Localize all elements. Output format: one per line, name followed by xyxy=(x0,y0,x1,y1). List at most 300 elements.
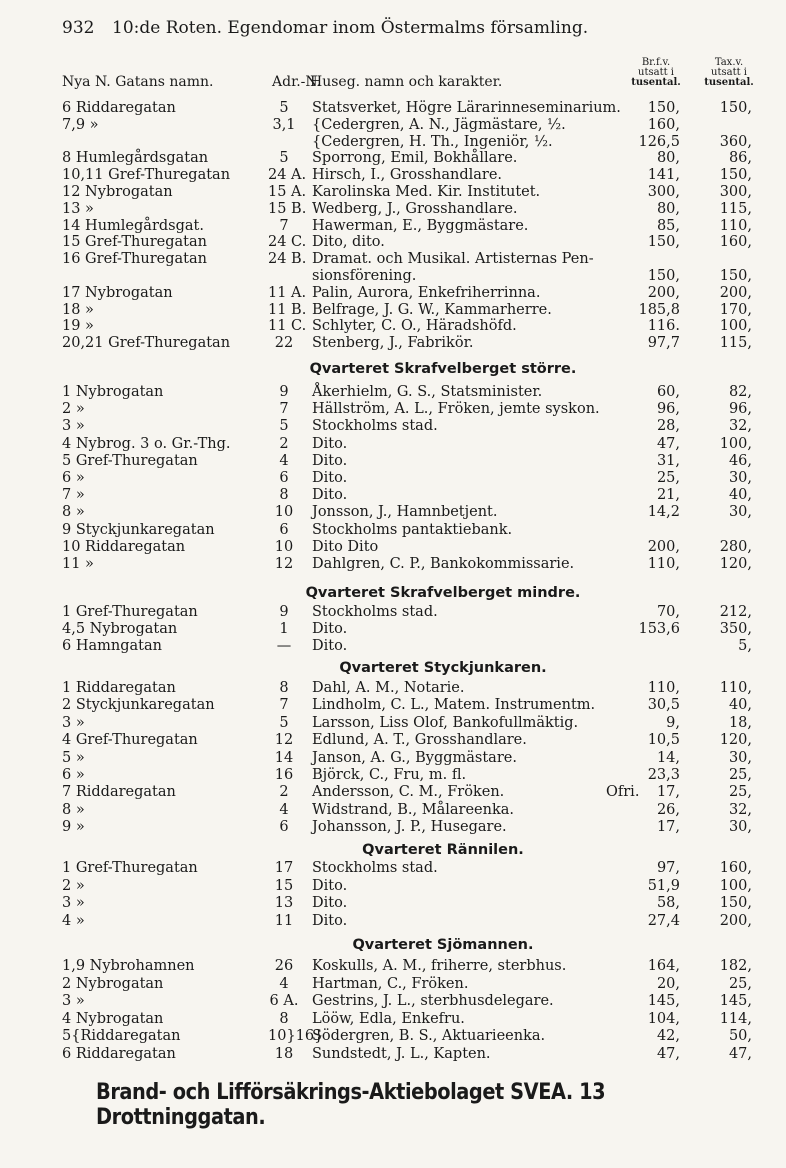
column-header-owner: Huseg. namn och karakter. xyxy=(310,74,503,90)
table-row xyxy=(0,766,786,784)
street-cell: 16 Gref-Thuregatan xyxy=(62,251,207,268)
table-row xyxy=(0,383,786,401)
owner-cell: Dito, dito. xyxy=(312,234,385,251)
owner-cell: Dito. xyxy=(312,638,348,655)
owner-cell: Stockholms stad. xyxy=(312,860,438,876)
owner-cell: Hällström, A. L., Fröken, jemte syskon. xyxy=(312,401,600,418)
number-cell: 8 xyxy=(279,680,289,696)
tax-value-cell: 100, xyxy=(719,435,752,452)
tax-value-cell: 30, xyxy=(728,470,752,486)
tax-value-cell: 150, xyxy=(719,895,752,912)
tax-value-cell: 200, xyxy=(719,912,752,929)
number-cell: 10}16} xyxy=(268,1028,324,1045)
table-row xyxy=(0,749,786,767)
table-row xyxy=(0,503,786,521)
tax-value-cell: 18, xyxy=(728,714,752,731)
number-cell: 11 B. xyxy=(268,301,307,318)
street-cell: 19 » xyxy=(62,318,94,335)
brf-value-cell: 14, xyxy=(656,749,680,766)
number-cell: 6 xyxy=(279,470,289,486)
table-row xyxy=(0,400,786,418)
number-cell: 11 xyxy=(274,912,294,929)
column-header-taxv xyxy=(700,58,758,88)
owner-cell: Andersson, C. M., Fröken. xyxy=(312,784,505,801)
street-cell: 7 Riddaregatan xyxy=(62,784,176,801)
table-row xyxy=(0,250,786,268)
brf-value-cell: 104, xyxy=(647,1010,680,1027)
street-cell: 7,9 » xyxy=(62,116,99,133)
tax-value-cell: 5, xyxy=(738,638,752,655)
tax-value-cell: 47, xyxy=(728,1046,752,1062)
street-cell: 9 » xyxy=(62,819,85,836)
number-cell: 12 xyxy=(274,556,294,572)
owner-cell: Dito. xyxy=(312,470,348,486)
street-cell: 8 Humlegårdsgatan xyxy=(62,150,209,167)
brf-value-cell: 10,5 xyxy=(647,732,680,749)
brf-value-cell: 42, xyxy=(656,1028,680,1045)
number-cell: 4 xyxy=(279,801,289,818)
owner-cell: Sporrong, Emil, Bokhållare. xyxy=(312,150,518,167)
section-heading xyxy=(0,937,786,953)
street-cell: 10 Riddaregatan xyxy=(62,538,186,555)
owner-cell: Dito. xyxy=(312,912,348,929)
brf-value-cell: 80, xyxy=(656,200,680,217)
number-cell: 14 xyxy=(274,749,294,766)
brf-value-cell: 300, xyxy=(647,184,680,200)
street-cell: 4,5 Nybrogatan xyxy=(62,621,178,638)
owner-cell: Janson, A. G., Byggmästare. xyxy=(312,749,517,766)
street-cell: 12 Nybrogatan xyxy=(62,184,173,200)
street-cell: 7 » xyxy=(62,487,85,504)
street-cell: 17 Nybrogatan xyxy=(62,284,173,301)
table-row xyxy=(0,149,786,167)
tax-value-cell: 100, xyxy=(719,318,752,335)
street-cell: 6 » xyxy=(62,470,85,486)
table-row xyxy=(0,99,786,117)
owner-cell: Widstrand, B., Målareenka. xyxy=(312,801,514,818)
tax-value-cell: 145, xyxy=(719,993,752,1010)
table-row xyxy=(0,1027,786,1045)
footer-advertisement: Brand- och Lifförsäkrings-Aktiebolaget SVEA. 13 Drottninggatan. xyxy=(96,1080,606,1130)
brf-value-cell: 17, xyxy=(656,819,680,836)
street-cell: 4 Nybrog. 3 o. Gr.-Thg. xyxy=(62,435,231,452)
number-cell: 8 xyxy=(279,487,289,504)
street-cell: 1 Nybrogatan xyxy=(62,384,164,400)
street-cell: 3 » xyxy=(62,993,85,1010)
brf-value-cell: 164, xyxy=(647,958,680,974)
owner-cell: Dramat. och Musikal. Artisternas Pen- xyxy=(312,251,594,268)
owner-cell: Hirsch, I., Grosshandlare. xyxy=(312,167,503,184)
table-row xyxy=(0,233,786,251)
table-row xyxy=(0,267,786,285)
brf-value-cell: 141, xyxy=(647,167,680,184)
tax-value-cell: 160, xyxy=(719,234,752,251)
taxv-sub: utsatt i xyxy=(711,67,747,78)
street-cell: 6 Riddaregatan xyxy=(62,100,176,116)
brf-value-cell: 200, xyxy=(647,284,680,301)
number-cell: 15 A. xyxy=(268,184,307,200)
tax-value-cell: 25, xyxy=(728,975,752,992)
taxv-label: Tax.v. xyxy=(714,57,744,68)
owner-cell: Jonsson, J., Hamnbetjent. xyxy=(312,504,498,521)
street-cell: 14 Humlegårdsgat. xyxy=(62,217,204,234)
tax-value-cell: 100, xyxy=(719,877,752,894)
owner-cell: {Cedergren, H. Th., Ingeniör, ½. xyxy=(312,133,553,150)
column-header-street: Nya N. Gatans namn. xyxy=(62,74,214,90)
tax-value-cell: 120, xyxy=(719,556,752,572)
brf-value-cell: 47, xyxy=(656,435,680,452)
owner-cell: Dito. xyxy=(312,895,348,912)
owner-cell: Stockholms stad. xyxy=(312,418,438,435)
table-row xyxy=(0,637,786,655)
number-cell: 3,1 xyxy=(272,116,296,133)
table-row xyxy=(0,555,786,573)
table-row xyxy=(0,696,786,714)
table-row xyxy=(0,859,786,877)
number-cell: 24 C. xyxy=(268,234,307,251)
number-cell: 5 xyxy=(279,100,289,116)
number-cell: 2 xyxy=(279,435,289,452)
brf-value-cell: 150, xyxy=(647,234,680,251)
number-cell: 10 xyxy=(274,538,294,555)
number-cell: 5 xyxy=(279,714,289,731)
tax-value-cell: 120, xyxy=(719,732,752,749)
number-cell: 9 xyxy=(279,384,289,400)
owner-cell: Stockholms stad. xyxy=(312,604,438,620)
brf-value-cell: 28, xyxy=(656,418,680,435)
number-cell: 18 xyxy=(274,1046,294,1062)
number-cell: 1 xyxy=(279,621,289,638)
number-cell: 13 xyxy=(274,895,294,912)
page-title: 10:de Roten. Egendomar inom Östermalms församling. xyxy=(112,18,589,38)
owner-cell: Åkerhielm, G. S., Statsminister. xyxy=(312,384,543,400)
number-cell: 7 xyxy=(279,217,289,234)
street-cell: 6 » xyxy=(62,767,85,783)
number-cell: 7 xyxy=(279,697,289,714)
brf-value-cell: 30,5 xyxy=(647,697,680,714)
owner-cell: Dito. xyxy=(312,877,348,894)
table-row xyxy=(0,783,786,801)
street-cell: 2 Nybrogatan xyxy=(62,975,164,992)
brf-value-cell: 185,8 xyxy=(638,301,680,318)
brf-value-cell: 97, xyxy=(656,860,680,876)
tax-value-cell: 200, xyxy=(719,284,752,301)
street-cell: 6 Hamngatan xyxy=(62,638,162,655)
table-row xyxy=(0,679,786,697)
owner-cell: Lindholm, C. L., Matem. Instrumentm. xyxy=(312,697,596,714)
column-header-number: Adr.-N. xyxy=(272,74,322,90)
owner-cell: Koskulls, A. M., friherre, sterbhus. xyxy=(312,958,567,974)
street-cell: 3 » xyxy=(62,714,85,731)
table-row xyxy=(0,877,786,895)
table-row xyxy=(0,894,786,912)
owner-cell: Dahl, A. M., Notarie. xyxy=(312,680,465,696)
owner-cell: Wedberg, J., Grosshandlare. xyxy=(312,200,518,217)
brf-value-cell: 31, xyxy=(656,452,680,469)
tax-value-cell: 182, xyxy=(719,958,752,974)
owner-cell: Stenberg, J., Fabrikör. xyxy=(312,335,474,352)
table-row xyxy=(0,731,786,749)
owner-cell: Sundstedt, J. L., Kapten. xyxy=(312,1046,491,1062)
brf-value-cell: 51,9 xyxy=(647,877,680,894)
table-row xyxy=(0,301,786,319)
section-title: Qvarteret Styckjunkaren. xyxy=(339,660,547,676)
section-title: Qvarteret Skrafvelberget mindre. xyxy=(305,585,581,601)
tax-value-cell: 110, xyxy=(719,680,752,696)
number-cell: 5 xyxy=(279,150,289,167)
tax-value-cell: 46, xyxy=(728,452,752,469)
table-row xyxy=(0,957,786,975)
table-row xyxy=(0,603,786,621)
tax-value-cell: 150, xyxy=(719,167,752,184)
street-cell: 1 Riddaregatan xyxy=(62,680,176,696)
owner-cell: Gestrins, J. L., sterbhusdelegare. xyxy=(312,993,554,1010)
page-number: 932 xyxy=(62,18,95,38)
street-cell: 8 » xyxy=(62,504,85,521)
street-cell: 15 Gref-Thuregatan xyxy=(62,234,207,251)
owner-cell: Palin, Aurora, Enkefriherrinna. xyxy=(312,284,541,301)
brf-value-cell: 27,4 xyxy=(647,912,680,929)
table-row xyxy=(0,417,786,435)
table-row xyxy=(0,620,786,638)
street-cell: 5 Gref-Thuregatan xyxy=(62,452,198,469)
table-row xyxy=(0,975,786,993)
section-heading xyxy=(0,585,786,601)
owner-cell: Johansson, J. P., Husegare. xyxy=(312,819,507,836)
number-cell: 12 xyxy=(274,732,294,749)
table-row xyxy=(0,486,786,504)
street-cell: 2 » xyxy=(62,401,85,418)
brf-value-cell: 9, xyxy=(666,714,680,731)
table-row xyxy=(0,801,786,819)
brf-value-cell: 126,5 xyxy=(638,133,680,150)
section-title: Qvarteret Skrafvelberget större. xyxy=(309,361,577,377)
brf-value-cell: 200, xyxy=(647,538,680,555)
number-cell: 11 A. xyxy=(268,284,307,301)
number-cell: 4 xyxy=(279,452,289,469)
brf-value-cell: 47, xyxy=(656,1046,680,1062)
street-cell: 4 » xyxy=(62,912,85,929)
table-row xyxy=(0,521,786,539)
table-row xyxy=(0,116,786,134)
street-cell: 13 » xyxy=(62,200,94,217)
tax-value-cell: 115, xyxy=(719,335,752,352)
tax-value-cell: 280, xyxy=(719,538,752,555)
number-cell: 7 xyxy=(279,401,289,418)
brf-value-cell: 70, xyxy=(656,604,680,620)
owner-cell: Schlyter, C. O., Häradshöfd. xyxy=(312,318,517,335)
number-cell: 15 xyxy=(274,877,294,894)
tax-value-cell: 110, xyxy=(719,217,752,234)
brf-value-cell: 110, xyxy=(647,556,680,572)
owner-cell: Södergren, B. S., Aktuarieenka. xyxy=(312,1028,546,1045)
brf-value-cell: 23,3 xyxy=(647,767,680,783)
street-cell: 18 » xyxy=(62,301,94,318)
tax-value-cell: 82, xyxy=(728,384,752,400)
note-cell: Ofri. xyxy=(606,784,640,801)
brf-value-cell: 96, xyxy=(656,401,680,418)
brf-value-cell: 80, xyxy=(656,150,680,167)
table-row xyxy=(0,217,786,235)
number-cell: 8 xyxy=(279,1010,289,1027)
owner-cell: Dito Dito xyxy=(312,538,379,555)
brf-value-cell: 160, xyxy=(647,116,680,133)
section-heading xyxy=(0,660,786,676)
street-cell: 2 » xyxy=(62,877,85,894)
tax-value-cell: 40, xyxy=(728,697,752,714)
table-row xyxy=(0,166,786,184)
column-header-brfv xyxy=(628,58,684,88)
tax-value-cell: 40, xyxy=(728,487,752,504)
brf-value-cell: 58, xyxy=(656,895,680,912)
owner-cell: Lööw, Edla, Enkefru. xyxy=(312,1010,465,1027)
owner-cell: Hawerman, E., Byggmästare. xyxy=(312,217,529,234)
brf-value-cell: 21, xyxy=(656,487,680,504)
brf-value-cell: 116. xyxy=(647,318,680,335)
owner-cell: Statsverket, Högre Lärarinneseminarium. xyxy=(312,100,621,116)
street-cell: 9 Styckjunkaregatan xyxy=(62,521,215,538)
number-cell: 9 xyxy=(279,604,289,620)
table-row xyxy=(0,435,786,453)
street-cell: 20,21 Gref-Thuregatan xyxy=(62,335,231,352)
street-cell: 3 » xyxy=(62,418,85,435)
number-cell: 6 A. xyxy=(269,993,299,1010)
owner-cell: {Cedergren, A. N., Jägmästare, ½. xyxy=(312,116,566,133)
street-cell: 3 » xyxy=(62,895,85,912)
tax-value-cell: 212, xyxy=(719,604,752,620)
owner-cell: Dito. xyxy=(312,435,348,452)
brf-value-cell: 14,2 xyxy=(647,504,680,521)
brfv-unit: tusental. xyxy=(631,77,681,88)
tax-value-cell: 115, xyxy=(719,200,752,217)
brf-value-cell: 60, xyxy=(656,384,680,400)
tax-value-cell: 160, xyxy=(719,860,752,876)
table-row xyxy=(0,183,786,201)
street-cell: 6 Riddaregatan xyxy=(62,1046,176,1062)
street-cell: 11 » xyxy=(62,556,94,572)
owner-cell: Dahlgren, C. P., Bankokommissarie. xyxy=(312,556,575,572)
brf-value-cell: 153,6 xyxy=(638,621,680,638)
owner-cell: Belfrage, J. G. W., Kammarherre. xyxy=(312,301,552,318)
table-row xyxy=(0,317,786,335)
section-title: Qvarteret Sjömannen. xyxy=(352,937,534,953)
tax-value-cell: 50, xyxy=(728,1028,752,1045)
brf-value-cell: 145, xyxy=(647,993,680,1010)
table-row xyxy=(0,200,786,218)
table-row xyxy=(0,334,786,352)
table-row xyxy=(0,818,786,836)
brf-value-cell: 25, xyxy=(656,470,680,486)
street-cell: 4 Gref-Thuregatan xyxy=(62,732,198,749)
number-cell: 6 xyxy=(279,521,289,538)
number-cell: 24 B. xyxy=(268,251,307,268)
tax-value-cell: 300, xyxy=(719,184,752,200)
owner-cell: Hartman, C., Fröken. xyxy=(312,975,469,992)
brf-value-cell: 85, xyxy=(656,217,680,234)
tax-value-cell: 170, xyxy=(719,301,752,318)
brf-value-cell: 20, xyxy=(656,975,680,992)
section-heading xyxy=(0,361,786,377)
street-cell: 10,11 Gref-Thuregatan xyxy=(62,167,231,184)
owner-cell: Dito. xyxy=(312,621,348,638)
owner-cell: Dito. xyxy=(312,487,348,504)
tax-value-cell: 30, xyxy=(728,749,752,766)
number-cell: 4 xyxy=(279,975,289,992)
tax-value-cell: 114, xyxy=(719,1010,752,1027)
tax-value-cell: 25, xyxy=(728,784,752,801)
brf-value-cell: 17, xyxy=(656,784,680,801)
table-row xyxy=(0,992,786,1010)
number-cell: — xyxy=(276,638,292,655)
tax-value-cell: 30, xyxy=(728,819,752,836)
table-row xyxy=(0,284,786,302)
owner-cell: Björck, C., Fru, m. fl. xyxy=(312,767,467,783)
street-cell: 1 Gref-Thuregatan xyxy=(62,604,198,620)
tax-value-cell: 150, xyxy=(719,268,752,284)
tax-value-cell: 30, xyxy=(728,504,752,521)
owner-cell: Karolinska Med. Kir. Institutet. xyxy=(312,184,541,200)
owner-cell: Stockholms pantaktiebank. xyxy=(312,521,513,538)
number-cell: 6 xyxy=(279,819,289,836)
street-cell: 5{Riddaregatan xyxy=(62,1028,181,1045)
owner-cell: Edlund, A. T., Grosshandlare. xyxy=(312,732,527,749)
brf-value-cell: 97,7 xyxy=(647,335,680,352)
street-cell: 2 Styckjunkaregatan xyxy=(62,697,215,714)
tax-value-cell: 32, xyxy=(728,418,752,435)
tax-value-cell: 32, xyxy=(728,801,752,818)
number-cell: 11 C. xyxy=(268,318,307,335)
tax-value-cell: 360, xyxy=(719,133,752,150)
street-cell: 5 » xyxy=(62,749,85,766)
number-cell: 15 B. xyxy=(268,200,307,217)
owner-cell: sionsförening. xyxy=(312,268,417,284)
number-cell: 22 xyxy=(274,335,294,352)
table-row xyxy=(0,133,786,151)
number-cell: 5 xyxy=(279,418,289,435)
tax-value-cell: 86, xyxy=(728,150,752,167)
brf-value-cell: 26, xyxy=(656,801,680,818)
number-cell: 17 xyxy=(274,860,294,876)
table-row xyxy=(0,538,786,556)
street-cell: 8 » xyxy=(62,801,85,818)
section-heading xyxy=(0,842,786,858)
tax-value-cell: 25, xyxy=(728,767,752,783)
street-cell: 1 Gref-Thuregatan xyxy=(62,860,198,876)
table-row xyxy=(0,469,786,487)
number-cell: 2 xyxy=(279,784,289,801)
number-cell: 24 A. xyxy=(268,167,307,184)
brf-value-cell: 150, xyxy=(647,100,680,116)
table-row xyxy=(0,714,786,732)
brf-value-cell: 110, xyxy=(647,680,680,696)
tax-value-cell: 96, xyxy=(728,401,752,418)
section-title: Qvarteret Rännilen. xyxy=(362,842,524,858)
taxv-unit: tusental. xyxy=(704,77,754,88)
table-row xyxy=(0,912,786,930)
number-cell: 26 xyxy=(274,958,294,974)
table-row xyxy=(0,1010,786,1028)
brf-value-cell: 150, xyxy=(647,268,680,284)
owner-cell: Dito. xyxy=(312,452,348,469)
tax-value-cell: 350, xyxy=(719,621,752,638)
tax-value-cell: 150, xyxy=(719,100,752,116)
street-cell: 4 Nybrogatan xyxy=(62,1010,164,1027)
table-row xyxy=(0,452,786,470)
street-cell: 1,9 Nybrohamnen xyxy=(62,958,195,974)
table-row xyxy=(0,1045,786,1063)
brfv-sub: utsatt i xyxy=(638,67,674,78)
number-cell: 16 xyxy=(274,767,294,783)
